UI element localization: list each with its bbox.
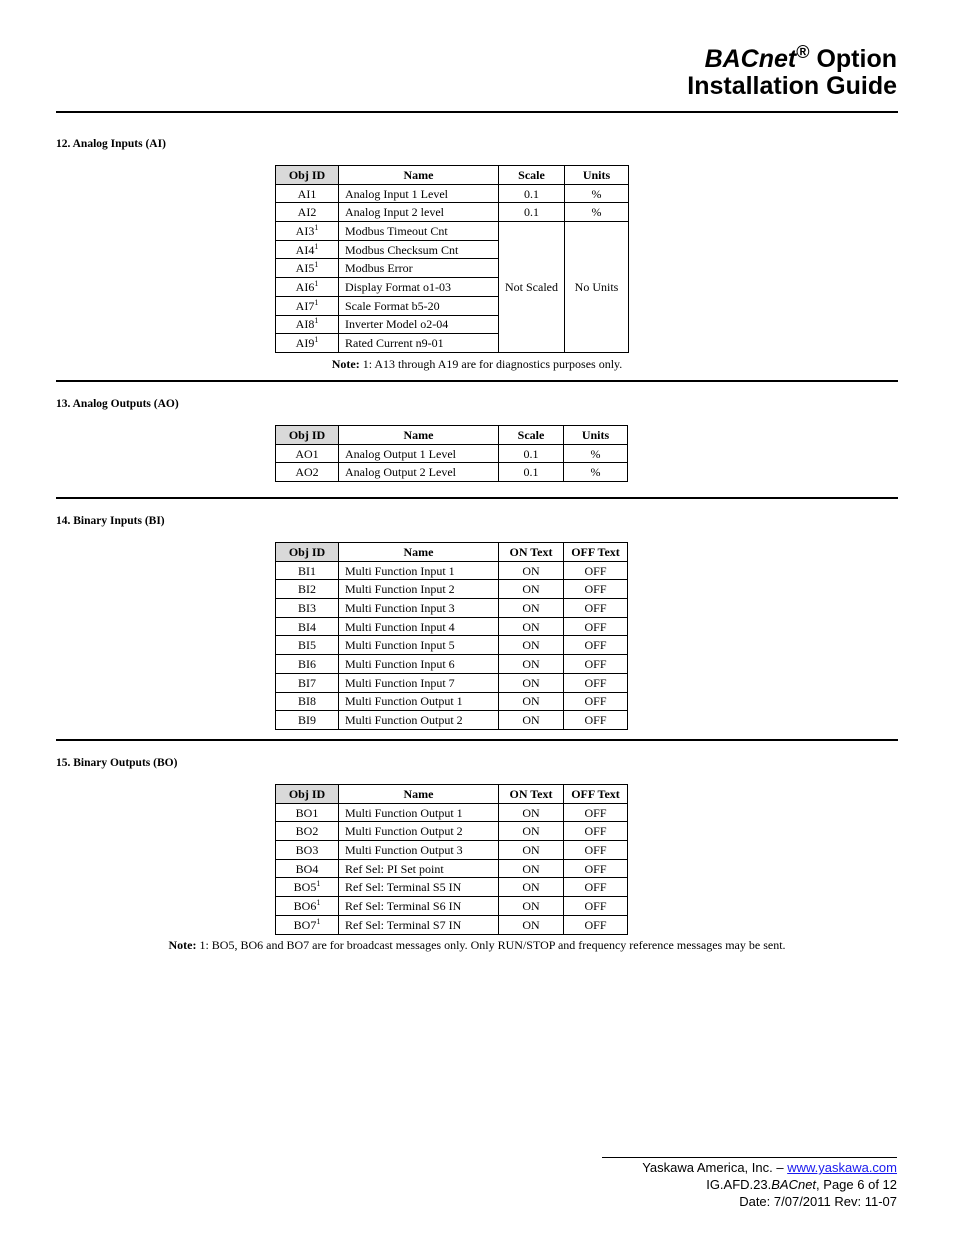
table-row <box>276 580 628 599</box>
table-row <box>276 692 628 711</box>
table-header-row <box>276 426 628 445</box>
obj-id-cell <box>276 278 339 297</box>
obj-id-cell <box>276 803 339 822</box>
title-line-2: Installation Guide <box>687 72 897 100</box>
name-cell: Multi Function Input 6 <box>339 655 499 674</box>
column-header: Name <box>339 426 499 445</box>
name-cell: Multi Function Output 1 <box>339 803 499 822</box>
on-cell: ON <box>499 803 564 822</box>
table-row <box>276 915 628 934</box>
table-header-row <box>276 785 628 804</box>
column-header: ON Text <box>499 543 564 562</box>
obj-id: AI3 <box>295 223 315 238</box>
obj-id: AO1 <box>295 446 319 461</box>
title-rest: Option <box>809 45 897 73</box>
obj-id: BI4 <box>298 619 316 634</box>
column-header: Units <box>565 166 629 185</box>
table-row <box>276 841 628 860</box>
obj-id: BO3 <box>295 842 319 857</box>
obj-id: BI5 <box>298 638 316 653</box>
on-cell: ON <box>499 878 564 897</box>
table-row <box>276 859 628 878</box>
column-header: Obj ID <box>276 543 339 562</box>
obj-id-cell <box>276 444 339 463</box>
obj-id-cell <box>276 673 339 692</box>
table-row <box>276 463 628 482</box>
obj-id-cell <box>276 296 339 315</box>
units-cell: % <box>564 444 628 463</box>
obj-id-cell <box>276 315 339 334</box>
table-row <box>276 878 628 897</box>
off-cell: OFF <box>564 822 628 841</box>
name-cell: Ref Sel: Terminal S6 IN <box>339 897 499 916</box>
obj-id-cell <box>276 692 339 711</box>
obj-id-cell <box>276 240 339 259</box>
footnote-mark: 1 <box>314 297 319 307</box>
registered-mark: ® <box>796 42 810 62</box>
name-cell: Inverter Model o2-04 <box>339 315 499 334</box>
column-header: OFF Text <box>564 543 628 562</box>
name-cell: Scale Format b5-20 <box>339 296 499 315</box>
off-cell: OFF <box>564 692 628 711</box>
on-cell: ON <box>499 580 564 599</box>
table-row <box>276 617 628 636</box>
name-cell: Multi Function Input 4 <box>339 617 499 636</box>
section-heading-ao: 13. Analog Outputs (AO) <box>56 398 179 410</box>
obj-id-cell <box>276 463 339 482</box>
merged-units-cell: No Units <box>565 222 629 353</box>
obj-id-cell <box>276 859 339 878</box>
off-cell: OFF <box>564 711 628 730</box>
obj-id-cell <box>276 599 339 618</box>
footnote-mark: 1 <box>316 916 321 926</box>
on-cell: ON <box>499 841 564 860</box>
off-cell: OFF <box>564 859 628 878</box>
footnote-mark: 1 <box>314 316 319 326</box>
name-cell: Multi Function Input 2 <box>339 580 499 599</box>
name-cell: Ref Sel: PI Set point <box>339 859 499 878</box>
obj-id: BO6 <box>293 898 317 913</box>
scale-cell: 0.1 <box>499 463 564 482</box>
document-title <box>687 42 897 100</box>
footnote-mark: 1 <box>314 241 319 251</box>
website-link[interactable]: www.yaskawa.com <box>787 1160 897 1175</box>
obj-id-cell <box>276 561 339 580</box>
table-row <box>276 655 628 674</box>
footer-line-1 <box>602 1157 897 1176</box>
scale-cell: 0.1 <box>499 203 565 222</box>
footnote-mark: 1 <box>314 278 319 288</box>
off-cell: OFF <box>564 655 628 674</box>
name-cell: Modbus Checksum Cnt <box>339 240 499 259</box>
off-cell: OFF <box>564 897 628 916</box>
obj-id-cell <box>276 915 339 934</box>
doc-brand: BACnet <box>771 1177 817 1192</box>
obj-id: AI9 <box>295 336 315 351</box>
table-row <box>276 822 628 841</box>
footnote-mark: 1 <box>316 879 321 889</box>
doc-page: , Page 6 of 12 <box>816 1177 897 1192</box>
obj-id: BO4 <box>295 861 319 876</box>
name-cell: Analog Output 1 Level <box>339 444 499 463</box>
name-cell: Analog Output 2 Level <box>339 463 499 482</box>
footnote-mark: 1 <box>314 335 319 345</box>
obj-id-cell <box>276 655 339 674</box>
footer-date: Date: 7/07/2011 Rev: 11-07 <box>739 1194 897 1209</box>
column-header: Name <box>339 785 499 804</box>
binary-outputs-table <box>275 784 628 935</box>
name-cell: Analog Input 2 level <box>339 203 499 222</box>
note-text: 1: BO5, BO6 and BO7 are for broadcast messages only. Only RUN/STOP and frequency reference messages may be sent. <box>196 938 786 952</box>
column-header: Units <box>564 426 628 445</box>
scale-cell: 0.1 <box>499 184 565 203</box>
on-cell: ON <box>499 897 564 916</box>
table-row <box>276 444 628 463</box>
note-label: Note: <box>168 938 197 952</box>
footnote-mark: 1 <box>316 897 321 907</box>
obj-id: AI5 <box>295 261 315 276</box>
table-row <box>276 636 628 655</box>
obj-id-cell <box>276 636 339 655</box>
name-cell: Multi Function Input 5 <box>339 636 499 655</box>
title-line-1 <box>687 42 897 73</box>
obj-id-cell <box>276 878 339 897</box>
on-cell: ON <box>499 655 564 674</box>
table-header-row <box>276 543 628 562</box>
obj-id: BO2 <box>295 824 319 839</box>
note-text: 1: A13 through A19 are for diagnostics purposes only. <box>359 357 623 371</box>
obj-id: BI3 <box>298 600 316 615</box>
name-cell: Multi Function Input 1 <box>339 561 499 580</box>
obj-id: AI7 <box>295 298 315 313</box>
binary-inputs-table <box>275 542 628 730</box>
scale-cell: 0.1 <box>499 444 564 463</box>
column-header: Obj ID <box>276 426 339 445</box>
on-cell: ON <box>499 636 564 655</box>
off-cell: OFF <box>564 915 628 934</box>
footnote-mark: 1 <box>314 222 319 232</box>
section-heading-bo: 15. Binary Outputs (BO) <box>56 757 178 769</box>
column-header: Scale <box>499 166 565 185</box>
obj-id: BO7 <box>293 917 317 932</box>
section-heading-ai: 12. Analog Inputs (AI) <box>56 138 166 150</box>
footer-company: Yaskawa America, Inc. – <box>642 1160 788 1175</box>
off-cell: OFF <box>564 617 628 636</box>
on-cell: ON <box>499 561 564 580</box>
table-row <box>276 203 629 222</box>
note-bo <box>0 938 954 953</box>
name-cell: Multi Function Output 1 <box>339 692 499 711</box>
name-cell: Modbus Timeout Cnt <box>339 222 499 241</box>
on-cell: ON <box>499 599 564 618</box>
off-cell: OFF <box>564 803 628 822</box>
on-cell: ON <box>499 822 564 841</box>
name-cell: Multi Function Input 3 <box>339 599 499 618</box>
off-cell: OFF <box>564 561 628 580</box>
obj-id: BO5 <box>293 880 317 895</box>
doc-prefix: IG.AFD.23. <box>706 1177 772 1192</box>
header-rule <box>56 111 898 113</box>
table-row <box>276 222 629 241</box>
off-cell: OFF <box>564 841 628 860</box>
footer-doc-id <box>602 1176 897 1193</box>
table-row <box>276 897 628 916</box>
obj-id: AI4 <box>295 242 315 257</box>
obj-id-cell <box>276 897 339 916</box>
table-row <box>276 673 628 692</box>
obj-id: AI8 <box>295 317 315 332</box>
obj-id: BI1 <box>298 563 316 578</box>
off-cell: OFF <box>564 636 628 655</box>
obj-id: AI2 <box>297 205 317 220</box>
name-cell: Ref Sel: Terminal S5 IN <box>339 878 499 897</box>
obj-id-cell <box>276 184 339 203</box>
obj-id: BI7 <box>298 675 316 690</box>
name-cell: Rated Current n9-01 <box>339 334 499 353</box>
name-cell: Ref Sel: Terminal S7 IN <box>339 915 499 934</box>
analog-outputs-table <box>275 425 628 482</box>
note-label: Note: <box>331 357 360 371</box>
title-brand: BACnet <box>704 45 797 73</box>
obj-id-cell <box>276 711 339 730</box>
off-cell: OFF <box>564 673 628 692</box>
column-header: Scale <box>499 426 564 445</box>
on-cell: ON <box>499 711 564 730</box>
column-header: Name <box>339 543 499 562</box>
analog-inputs-table <box>275 165 629 353</box>
name-cell: Multi Function Output 3 <box>339 841 499 860</box>
on-cell: ON <box>499 915 564 934</box>
obj-id-cell <box>276 334 339 353</box>
obj-id: AO2 <box>295 465 319 480</box>
section-heading-bi: 14. Binary Inputs (BI) <box>56 515 165 527</box>
on-cell: ON <box>499 617 564 636</box>
obj-id: BI2 <box>298 582 316 597</box>
name-cell: Multi Function Output 2 <box>339 711 499 730</box>
table-row <box>276 803 628 822</box>
on-cell: ON <box>499 692 564 711</box>
name-cell: Analog Input 1 Level <box>339 184 499 203</box>
units-cell: % <box>565 203 629 222</box>
table-row <box>276 561 628 580</box>
obj-id-cell <box>276 203 339 222</box>
note-ai <box>0 357 954 372</box>
column-header: Name <box>339 166 499 185</box>
obj-id-cell <box>276 617 339 636</box>
section-rule <box>56 497 898 499</box>
column-header: Obj ID <box>276 785 339 804</box>
obj-id: BI6 <box>298 656 316 671</box>
obj-id-cell <box>276 259 339 278</box>
table-row <box>276 599 628 618</box>
obj-id: AI1 <box>297 186 317 201</box>
table-header-row <box>276 166 629 185</box>
footnote-mark: 1 <box>314 260 319 270</box>
name-cell: Multi Function Input 7 <box>339 673 499 692</box>
on-cell: ON <box>499 673 564 692</box>
off-cell: OFF <box>564 878 628 897</box>
obj-id: AI6 <box>295 279 315 294</box>
obj-id: BO1 <box>295 805 319 820</box>
table-row <box>276 711 628 730</box>
off-cell: OFF <box>564 599 628 618</box>
obj-id: BI9 <box>298 713 316 728</box>
name-cell: Multi Function Output 2 <box>339 822 499 841</box>
obj-id-cell <box>276 822 339 841</box>
obj-id-cell <box>276 580 339 599</box>
table-row <box>276 184 629 203</box>
name-cell: Modbus Error <box>339 259 499 278</box>
page-footer <box>602 1157 897 1210</box>
units-cell: % <box>565 184 629 203</box>
section-rule <box>56 739 898 741</box>
off-cell: OFF <box>564 580 628 599</box>
merged-scale-cell: Not Scaled <box>499 222 565 353</box>
column-header: OFF Text <box>564 785 628 804</box>
name-cell: Display Format o1-03 <box>339 278 499 297</box>
obj-id-cell <box>276 222 339 241</box>
units-cell: % <box>564 463 628 482</box>
section-rule <box>56 380 898 382</box>
obj-id: BI8 <box>298 694 316 709</box>
column-header: Obj ID <box>276 166 339 185</box>
on-cell: ON <box>499 859 564 878</box>
column-header: ON Text <box>499 785 564 804</box>
obj-id-cell <box>276 841 339 860</box>
